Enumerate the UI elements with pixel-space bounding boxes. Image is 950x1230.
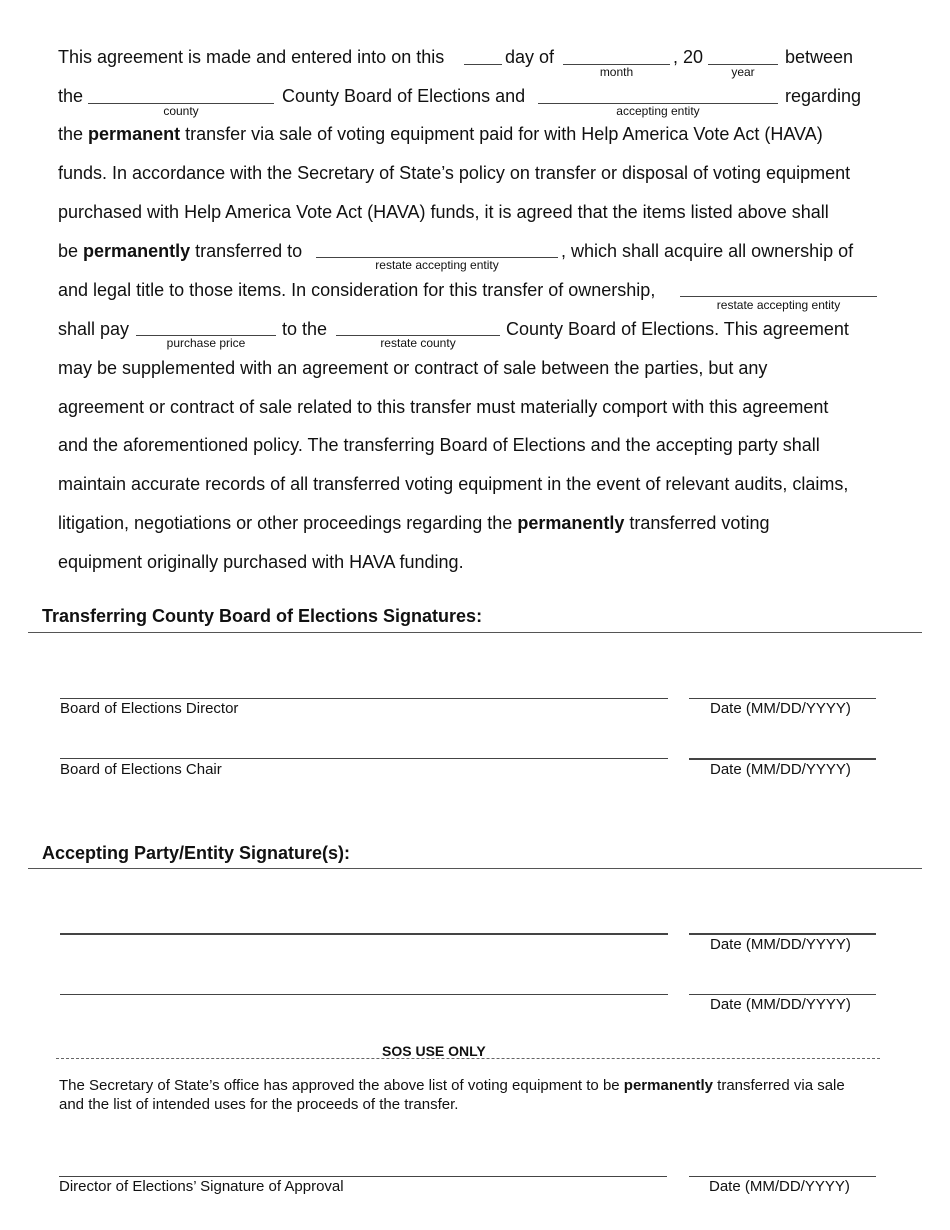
chair-date-line[interactable]	[689, 758, 876, 760]
accepting-signature-line-1[interactable]	[60, 933, 668, 935]
approval-date-line[interactable]	[689, 1176, 876, 1177]
day-blank[interactable]	[464, 64, 502, 65]
director-signature-line[interactable]	[60, 698, 668, 699]
director-date-label: Date (MM/DD/YYYY)	[710, 700, 851, 717]
year-prefix-text: , 20	[673, 47, 704, 67]
county-board-text: County Board of Elections and	[282, 86, 526, 106]
restate-accepting-entity-blank-2[interactable]	[680, 296, 877, 297]
accepting-signature-line-2[interactable]	[60, 994, 668, 995]
county-board-agreement-text: County Board of Elections. This agreement	[506, 319, 849, 339]
agreement-line-13: litigation, negotiations or other proceedings regarding the permanently transferred voting	[58, 513, 770, 533]
sos-text-line-1: The Secretary of State’s office has approved the above list of voting equipment to be permanently transferred via sale	[59, 1077, 845, 1094]
year-hint: year	[731, 65, 755, 79]
accepting-date-line-2[interactable]	[689, 994, 876, 995]
sos-divider	[56, 1058, 880, 1059]
transferring-divider	[28, 632, 922, 633]
county-hint: county	[163, 104, 199, 118]
day-of-text: day of	[505, 47, 555, 67]
transferring-heading: Transferring County Board of Elections Signatures:	[42, 606, 483, 626]
agreement-line-14: equipment originally purchased with HAVA funding.	[58, 552, 464, 572]
director-approval-label: Director of Elections’ Signature of Approval	[59, 1178, 344, 1195]
director-label: Board of Elections Director	[60, 700, 239, 717]
agreement-line-5: purchased with Help America Vote Act (HAVA) funds, it is agreed that the items listed above shall	[58, 202, 829, 222]
agreement-line-1: This agreement is made and entered into on this	[58, 47, 445, 67]
accepting-date-label-2: Date (MM/DD/YYYY)	[710, 996, 851, 1013]
agreement-line-12: maintain accurate records of all transferred voting equipment in the event of relevant audits, claims,	[58, 474, 849, 494]
regarding-text: regarding	[785, 86, 862, 106]
agreement-line-7: and legal title to those items. In consideration for this transfer of ownership,	[58, 280, 656, 300]
agreement-line-10: agreement or contract of sale related to this transfer must materially comport with this agreement	[58, 397, 829, 417]
to-the-text: to the	[282, 319, 328, 339]
accepting-heading: Accepting Party/Entity Signature(s):	[42, 843, 351, 863]
chair-label: Board of Elections Chair	[60, 761, 222, 778]
accepting-divider	[28, 868, 922, 869]
chair-signature-line[interactable]	[60, 758, 668, 759]
between-text: between	[785, 47, 854, 67]
sos-text-line-2: and the list of intended uses for the proceeds of the transfer.	[59, 1096, 459, 1113]
accepting-date-label-1: Date (MM/DD/YYYY)	[710, 936, 851, 953]
director-approval-signature-line[interactable]	[59, 1176, 667, 1177]
agreement-line-3: the permanent transfer via sale of voting equipment paid for with Help America Vote Act (HAVA)	[58, 124, 823, 144]
agreement-line-11: and the aforementioned policy. The transferring Board of Elections and the accepting party shall	[58, 435, 820, 455]
director-date-line[interactable]	[689, 698, 876, 699]
agreement-line-6b: , which shall acquire all ownership of	[561, 241, 854, 261]
shall-pay-text: shall pay	[58, 319, 130, 339]
accepting-entity-hint: accepting entity	[616, 104, 700, 118]
month-hint: month	[599, 65, 634, 79]
restate-accepting-entity-hint-1: restate accepting entity	[375, 258, 499, 272]
sos-heading: SOS USE ONLY	[382, 1043, 486, 1059]
the-text: the	[58, 86, 84, 106]
agreement-line-4: funds. In accordance with the Secretary of State’s policy on transfer or disposal of voting equipment	[58, 163, 851, 183]
agreement-line-6a: be permanently transferred to	[58, 241, 303, 261]
agreement-line-9: may be supplemented with an agreement or contract of sale between the parties, but any	[58, 358, 768, 378]
restate-accepting-entity-hint-2: restate accepting entity	[716, 298, 841, 312]
restate-county-hint: restate county	[380, 336, 456, 350]
chair-date-label: Date (MM/DD/YYYY)	[710, 761, 851, 778]
accepting-date-line-1[interactable]	[689, 933, 876, 935]
purchase-price-hint: purchase price	[166, 336, 246, 350]
approval-date-label: Date (MM/DD/YYYY)	[709, 1178, 850, 1195]
